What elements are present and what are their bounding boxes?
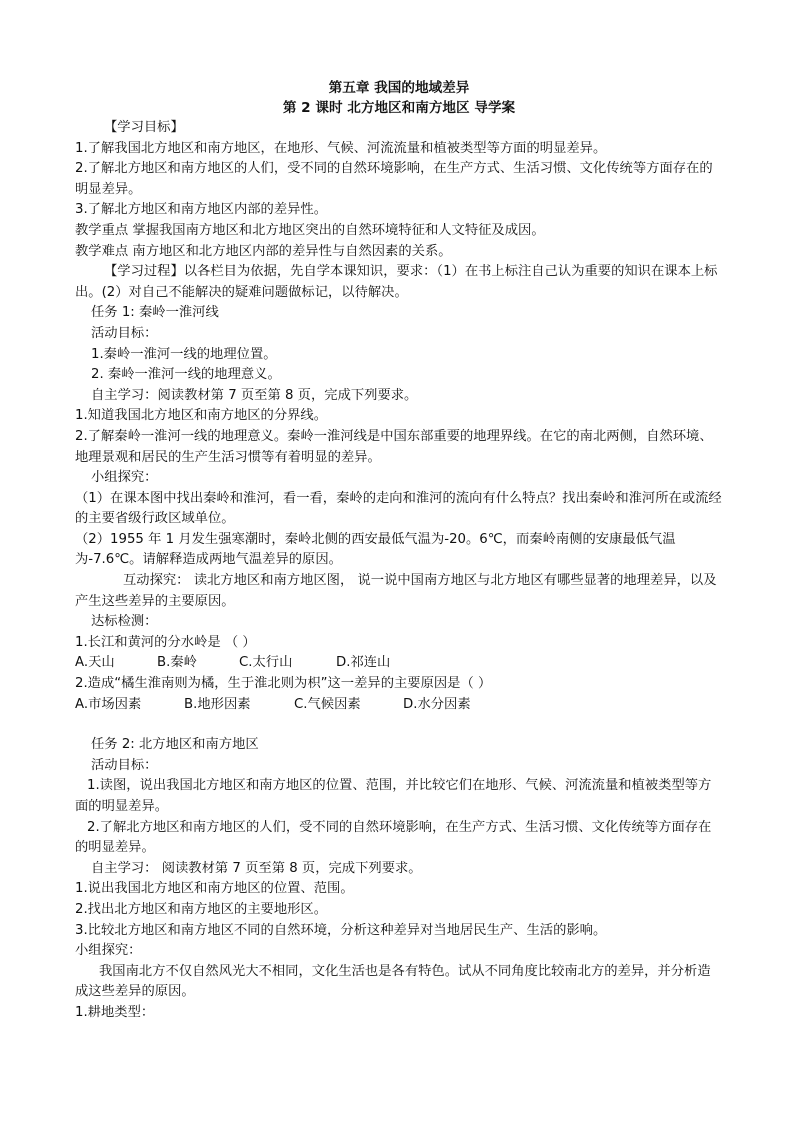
- teaching-difficulty: 教学难点 南方地区和北方地区内部的差异性与自然因素的关系。: [75, 243, 452, 259]
- test-q2: 2.造成“橘生淮南则为橘，生于淮北则为枳”这一差异的主要原因是（ ）: [75, 676, 492, 692]
- q2-option-b: B.地形因素: [184, 696, 251, 712]
- task2-self-study-2: 2.找出北方地区和南方地区的主要地形区。: [75, 901, 328, 917]
- chapter-title: 第五章 我国的地域差异: [328, 80, 470, 96]
- q2-option-a: A.市场因素: [75, 696, 142, 712]
- task1-self-study: 自主学习：阅读教材第 7 页至第 8 页，完成下列要求。: [91, 387, 418, 403]
- task2-farmland-type: 1.耕地类型：: [75, 1004, 155, 1020]
- test-q2-options: [75, 695, 723, 716]
- task1-test-label: 达标检测：: [91, 614, 158, 630]
- task1-group-q1: （1）在课本图中找出秦岭和淮河，看一看，秦岭的走向和淮河的流向有什么特点？找出秦岭和淮河所在或流经的主要省级行政区域单位。: [75, 490, 722, 527]
- goal-1: 1.了解我国北方地区和南方地区，在地形、气候、河流流量和植被类型等方面的明显差异。: [75, 140, 607, 156]
- q2-option-c: C.气候因素: [294, 696, 361, 712]
- task2-heading: 任务 2: 北方地区和南方地区: [91, 737, 259, 753]
- task1-activity-goal-2: 2. 秦岭一淮河一线的地理意义。: [91, 367, 281, 383]
- teaching-focus: 教学重点 掌握我国南方地区和北方地区突出的自然环境特征和人文特征及成因。: [75, 222, 545, 238]
- document-page: [75, 78, 723, 1024]
- spacer: [75, 715, 723, 735]
- task1-self-study-2: 2.了解秦岭一淮河一线的地理意义。秦岭一淮河线是中国东部重要的地理界线。在它的南北两侧，自然环境、地理景观和居民的生产生活习惯等有着明显的差异。: [75, 428, 713, 465]
- task1-self-study-1: 1.知道我国北方地区和南方地区的分界线。: [75, 408, 328, 424]
- q1-option-c: C.太行山: [239, 655, 293, 671]
- section-heading-process: 【学习过程】以各栏目为依据，先自学本课知识，要求：（1）在书上标注自己认为重要的知识在课本上标出。(2）对自己不能解决的疑难问题做标记，以待解决。: [75, 264, 718, 300]
- task2-activity-goal-1: 1.读图，说出我国北方地区和南方地区的位置、范围，并比较它们在地形、气候、河流流量和植被类型等方面的明显差异。: [75, 778, 712, 814]
- goal-2: 2.了解北方地区和南方地区的人们，受不同的自然环境影响，在生产方式、生活习惯、文化传统等方面存在的明显差异。: [75, 161, 713, 197]
- task2-activity-goal-label: 活动目标：: [91, 757, 158, 773]
- task2-group-text: 我国南北方不仅自然风光大不相同，文化生活也是各有特色。试从不同角度比较南北方的差异，并分析造成这些差异的原因。: [75, 963, 711, 1000]
- task1-group-q2: （2）1955 年 1 月发生强寒潮时，秦岭北侧的西安最低气温为-20。6℃，而秦岭南侧的安康最低气温为-7.6℃。请解释造成两地气温差异的原因。: [75, 531, 676, 568]
- q2-option-d: D.水分因素: [403, 696, 471, 712]
- q1-option-b: B.秦岭: [157, 655, 197, 671]
- goal-3: 3.了解北方地区和南方地区内部的差异性。: [75, 202, 328, 218]
- task2-self-study: 自主学习： 阅读教材第 7 页至第 8 页，完成下列要求。: [91, 860, 422, 876]
- test-q1-options: [75, 653, 723, 674]
- task2-group-label: 小组探究：: [75, 943, 142, 959]
- task1-group-label: 小组探究：: [91, 470, 158, 486]
- q1-option-d: D.祁连山: [336, 655, 391, 671]
- q1-option-a: A.天山: [75, 655, 115, 671]
- task1-activity-goal-label: 活动目标：: [91, 325, 158, 341]
- task1-heading: 任务 1: 秦岭一淮河线: [91, 305, 219, 321]
- task1-interactive: 互动探究： 读北方地区和南方地区图， 说一说中国南方地区与北方地区有哪些显著的地理差异，以及产生这些差异的主要原因。: [75, 573, 717, 609]
- task1-activity-goal-1: 1.秦岭一淮河一线的地理位置。: [91, 346, 277, 362]
- lesson-title: 第 2 课时 北方地区和南方地区 导学案: [282, 100, 516, 116]
- task2-self-study-3: 3.比较北方地区和南方地区不同的自然环境，分析这种差异对当地居民生产、生活的影响。: [75, 922, 607, 938]
- section-heading-goals: 【学习目标】: [104, 120, 184, 135]
- task2-self-study-1: 1.说出我国北方地区和南方地区的位置、范围。: [75, 881, 354, 897]
- test-q1: 1.长江和黄河的分水岭是 （ ）: [75, 634, 256, 650]
- task2-activity-goal-2: 2.了解北方地区和南方地区的人们，受不同的自然环境影响，在生产方式、生活习惯、文化传统等方面存在的明显差异。: [75, 819, 712, 856]
